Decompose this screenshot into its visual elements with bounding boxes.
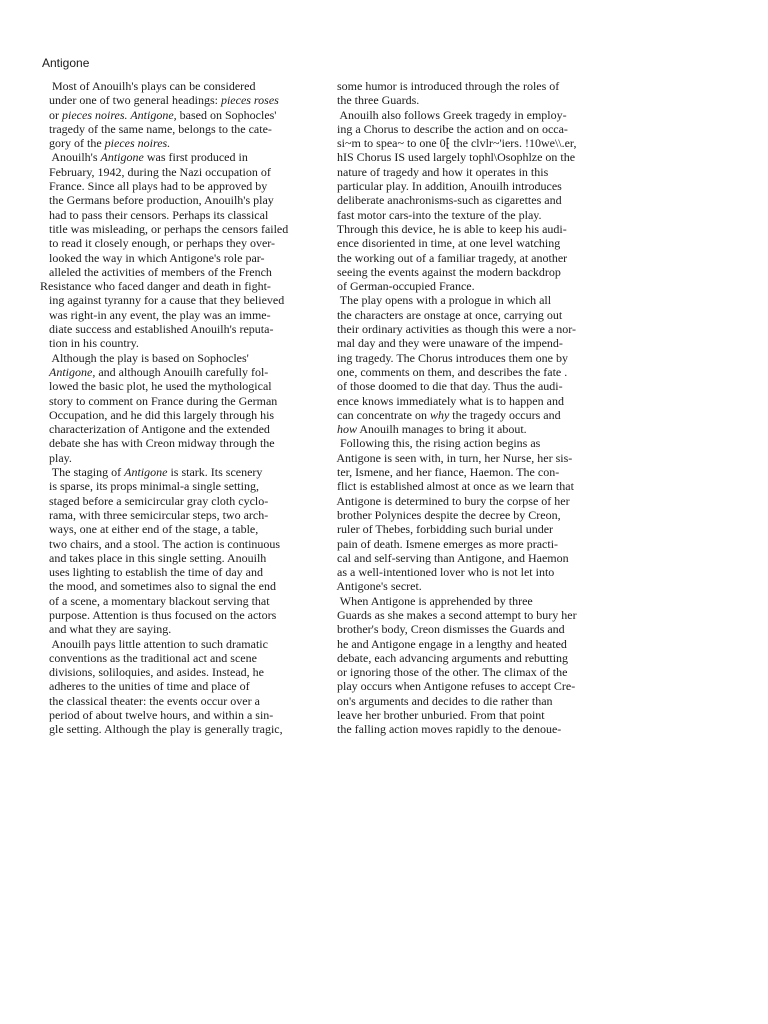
text-line: [40, 336, 302, 350]
text-line: [328, 179, 590, 193]
page-title: Antigone: [42, 56, 90, 70]
body-text: the characters are onstage at once, carrying out: [328, 307, 563, 322]
text-line: [40, 236, 302, 250]
text-line: [40, 179, 302, 193]
body-text: two chairs, and a stool. The action is continuous: [40, 536, 281, 551]
body-text: can concentrate on: [328, 407, 430, 422]
text-line: [40, 508, 302, 522]
text-line: [328, 422, 590, 436]
body-text: was first produced in: [143, 150, 248, 165]
body-text: Through this device, he is able to keep his audi-: [328, 221, 567, 236]
body-text: of German-occupied France.: [328, 279, 475, 294]
body-text: was right-in any event, the play was an imme-: [40, 307, 271, 322]
text-line: [40, 308, 302, 322]
text-line: [328, 508, 590, 522]
body-text: one, comments on them, and describes the fate .: [328, 364, 568, 379]
body-text: Antigone is seen with, in turn, her Nurse, her sis-: [328, 450, 573, 465]
body-text: divisions, soliloquies, and asides. Instead, he: [40, 665, 264, 680]
text-line: [328, 222, 590, 236]
body-text: of those doomed to die that day. Thus the audi-: [328, 379, 563, 394]
text-line: [40, 251, 302, 265]
body-text: hIS Chorus IS used largely tophl\Osophlze on the: [328, 150, 576, 165]
text-line: [328, 236, 590, 250]
text-line: [40, 679, 302, 693]
body-text: brother Polynices despite the decree by Creon,: [328, 507, 561, 522]
body-text: is stark. Its scenery: [167, 465, 263, 480]
body-text: nature of tragedy and how it operates in this: [328, 164, 549, 179]
text-line: [40, 193, 302, 207]
text-line: [40, 565, 302, 579]
text-line: [328, 279, 590, 293]
body-text: ing a Chorus to describe the action and on occa-: [328, 121, 568, 136]
body-text: adheres to the unities of time and place of: [40, 679, 250, 694]
text-line: [328, 208, 590, 222]
body-text: conventions as the traditional act and scene: [40, 650, 257, 665]
text-line: [40, 394, 302, 408]
text-line: [328, 451, 590, 465]
italic-text: pieces noires.: [104, 136, 171, 151]
text-line: [40, 479, 302, 493]
body-text: [40, 365, 49, 379]
text-line: [328, 93, 590, 107]
text-line: [40, 108, 302, 122]
text-line: [328, 365, 590, 379]
body-text: the three Guards.: [328, 93, 420, 108]
text-line: [40, 637, 302, 651]
body-text: debate she has with Creon midway through the: [40, 436, 275, 451]
body-text: and what they are saying.: [40, 622, 172, 637]
text-line: [40, 279, 302, 293]
text-line: [328, 351, 590, 365]
body-text: looked the way in which Antigone's role par-: [40, 250, 265, 265]
body-text: the mood, and sometimes also to signal the end: [40, 579, 276, 594]
text-line: [328, 665, 590, 679]
body-text: cal and self-serving than Antigone, and Haemon: [328, 550, 569, 565]
text-line: [40, 122, 302, 136]
text-line: [40, 165, 302, 179]
body-text: ence knows immediately what is to happen and: [328, 393, 564, 408]
body-text: ways, one at either end of the stage, a table,: [40, 522, 259, 537]
body-text: Although the play is based on Sophocles': [40, 350, 249, 365]
body-text: the Germans before production, Anouilh's play: [40, 193, 274, 208]
body-text: purpose. Attention is thus focused on the actors: [40, 607, 277, 622]
text-line: [328, 494, 590, 508]
body-text: Anouilh also follows Greek tragedy in employ-: [328, 107, 567, 122]
body-text: and takes place in this single setting. Anouilh: [40, 550, 267, 565]
text-line: [40, 551, 302, 565]
italic-text: why: [429, 407, 450, 422]
body-text: the falling action moves rapidly to the denoue-: [328, 722, 562, 737]
text-line: [40, 422, 302, 436]
text-line: [328, 136, 590, 150]
text-column-left: [40, 79, 302, 737]
body-text: the classical theater: the events occur over a: [40, 693, 260, 708]
text-line: [328, 565, 590, 579]
body-text: staged before a semicircular gray cloth cyclo-: [40, 493, 269, 508]
body-text: play.: [40, 450, 72, 465]
body-text: story to comment on France during the German: [40, 393, 278, 408]
body-text: and although Anouilh carefully fol-: [95, 364, 269, 379]
body-text: Resistance who faced danger and death in fight-: [40, 279, 271, 294]
text-line: [328, 651, 590, 665]
body-text: brother's body, Creon dismisses the Guards and: [328, 622, 565, 637]
body-text: rama, with three semicircular steps, two arch-: [40, 507, 269, 522]
body-text: Antigone is determined to bury the corpse of her: [328, 493, 570, 508]
body-text: Following this, the rising action begins as: [328, 436, 541, 451]
text-line: [328, 308, 590, 322]
body-text: mal day and they were unaware of the impend-: [328, 336, 563, 351]
italic-text: how: [337, 422, 358, 437]
body-text: as a well-intentioned lover who is not let into: [328, 565, 555, 580]
text-line: [328, 408, 590, 422]
text-line: [40, 322, 302, 336]
text-line: [328, 436, 590, 450]
text-line: [328, 336, 590, 350]
text-line: [328, 522, 590, 536]
body-text: or: [40, 107, 62, 122]
body-text: diate success and established Anouilh's reputa-: [40, 322, 274, 337]
body-text: deliberate anachronisms-such as cigarettes and: [328, 193, 562, 208]
text-line: [328, 551, 590, 565]
body-text: is sparse, its props minimal-a single setting,: [40, 479, 259, 494]
text-line: [40, 79, 302, 93]
text-line: [328, 394, 590, 408]
body-text: When Antigone is apprehended by three: [328, 593, 533, 608]
body-text: he and Antigone engage in a lengthy and heated: [328, 636, 567, 651]
text-line: [40, 150, 302, 164]
body-text: February, 1942, during the Nazi occupation of: [40, 164, 271, 179]
text-line: [328, 608, 590, 622]
body-text: Anouilh pays little attention to such dramatic: [40, 636, 268, 651]
body-text: of a scene, a momentary blackout serving that: [40, 593, 270, 608]
body-text: title was misleading, or perhaps the censors failed: [40, 221, 289, 236]
body-text: to read it closely enough, or perhaps they over-: [40, 236, 276, 251]
text-line: [40, 522, 302, 536]
text-line: [328, 293, 590, 307]
text-line: [40, 293, 302, 307]
text-line: [328, 193, 590, 207]
body-text: ence disoriented in time, at one level watching: [328, 236, 561, 251]
body-text: Anouilh manages to bring it about.: [357, 422, 527, 437]
text-line: [328, 379, 590, 393]
body-text: alleled the activities of members of the French: [40, 264, 272, 279]
text-line: [40, 537, 302, 551]
text-line: [40, 265, 302, 279]
body-text: debate, each advancing arguments and rebutting: [328, 650, 569, 665]
body-text: pain of death. Ismene emerges as more practi-: [328, 536, 559, 551]
body-text: The play opens with a prologue in which all: [328, 293, 552, 308]
text-line: [328, 108, 590, 122]
body-text: tragedy of the same name, belongs to the cate-: [40, 121, 272, 136]
text-line: [40, 722, 302, 736]
text-line: [40, 93, 302, 107]
text-line: [40, 622, 302, 636]
text-line: [40, 494, 302, 508]
text-line: [328, 465, 590, 479]
text-line: [328, 165, 590, 179]
text-line: [40, 651, 302, 665]
body-text: play occurs when Antigone refuses to accept Cre-: [328, 679, 576, 694]
italic-text: Antigone: [100, 150, 144, 165]
text-line: [328, 579, 590, 593]
body-text: gory of the: [40, 136, 105, 151]
text-line: [40, 408, 302, 422]
italic-text: Antigone: [124, 465, 168, 480]
body-text: period of about twelve hours, and within a sin-: [40, 708, 274, 723]
text-line: [328, 622, 590, 636]
text-line: [328, 637, 590, 651]
body-text: Anouilh's: [40, 150, 101, 165]
text-line: [40, 694, 302, 708]
text-line: [328, 122, 590, 136]
body-text: ruler of Thebes, forbidding such burial under: [328, 522, 554, 537]
body-text: si~m to spea~ to one 0⁅ the clvlr~'iers. !10we\\.er,: [328, 136, 577, 151]
text-line: [40, 708, 302, 722]
body-text: leave her brother unburied. From that point: [328, 708, 545, 723]
body-text: the working out of a familiar tragedy, at another: [328, 250, 568, 265]
text-line: [328, 594, 590, 608]
body-text: France. Since all plays had to be approved by: [40, 179, 268, 194]
text-column-right: [328, 79, 590, 737]
body-text: uses lighting to establish the time of day and: [40, 565, 263, 580]
text-line: [328, 150, 590, 164]
body-text: lowed the basic plot, he used the mythological: [40, 379, 272, 394]
body-text: ter, Ismene, and her fiance, Haemon. The con-: [328, 465, 560, 480]
body-text: some humor is introduced through the roles of: [328, 79, 560, 93]
body-text: fast motor cars-into the texture of the play.: [328, 207, 542, 222]
body-text: Occupation, and he did this largely through his: [40, 407, 275, 422]
text-line: [40, 665, 302, 679]
body-text: flict is established almost at once as we learn that: [328, 479, 574, 494]
body-text: their ordinary activities as though this were a nor-: [328, 322, 577, 337]
italic-text: pieces noires. Antigone,: [62, 107, 177, 122]
italic-text: Antigone,: [49, 364, 96, 379]
text-line: [40, 208, 302, 222]
body-text: under one of two general headings:: [40, 93, 221, 108]
text-line: [328, 722, 590, 736]
text-line: [328, 679, 590, 693]
body-text: The staging of: [40, 465, 125, 480]
body-text: tion in his country.: [40, 336, 139, 351]
body-text: characterization of Antigone and the extended: [40, 422, 270, 437]
body-text: Guards as she makes a second attempt to bury her: [328, 607, 577, 622]
body-text: ing tragedy. The Chorus introduces them one by: [328, 350, 568, 365]
body-text: the tragedy occurs and: [449, 407, 561, 422]
text-line: [40, 608, 302, 622]
text-line: [40, 351, 302, 365]
text-line: [328, 251, 590, 265]
body-text: particular play. In addition, Anouilh introduces: [328, 179, 562, 194]
body-text: gle setting. Although the play is generally tragic,: [40, 722, 283, 737]
body-text: on's arguments and decides to die rather than: [328, 693, 553, 708]
text-line: [328, 322, 590, 336]
text-line: [328, 694, 590, 708]
text-line: [40, 594, 302, 608]
text-line: [40, 465, 302, 479]
text-line: [40, 579, 302, 593]
text-line: [40, 365, 302, 379]
body-text: [328, 422, 337, 436]
text-line: [40, 436, 302, 450]
text-line: [40, 451, 302, 465]
body-text: or ignoring those of the other. The climax of the: [328, 665, 568, 680]
body-text: based on Sophocles': [176, 107, 277, 122]
body-text: had to pass their censors. Perhaps its classical: [40, 207, 269, 222]
body-text: ing against tyranny for a cause that they believed: [40, 293, 285, 308]
text-line: [328, 79, 590, 93]
text-line: [328, 479, 590, 493]
italic-text: pieces roses: [220, 93, 279, 108]
body-text: seeing the events against the modern backdrop: [328, 264, 561, 279]
text-line: [328, 708, 590, 722]
body-text: Most of Anouilh's plays can be considered: [40, 79, 256, 93]
text-line: [328, 265, 590, 279]
body-text: Antigone's secret.: [328, 579, 422, 594]
text-line: [40, 379, 302, 393]
text-line: [40, 136, 302, 150]
text-line: [40, 222, 302, 236]
text-line: [328, 537, 590, 551]
